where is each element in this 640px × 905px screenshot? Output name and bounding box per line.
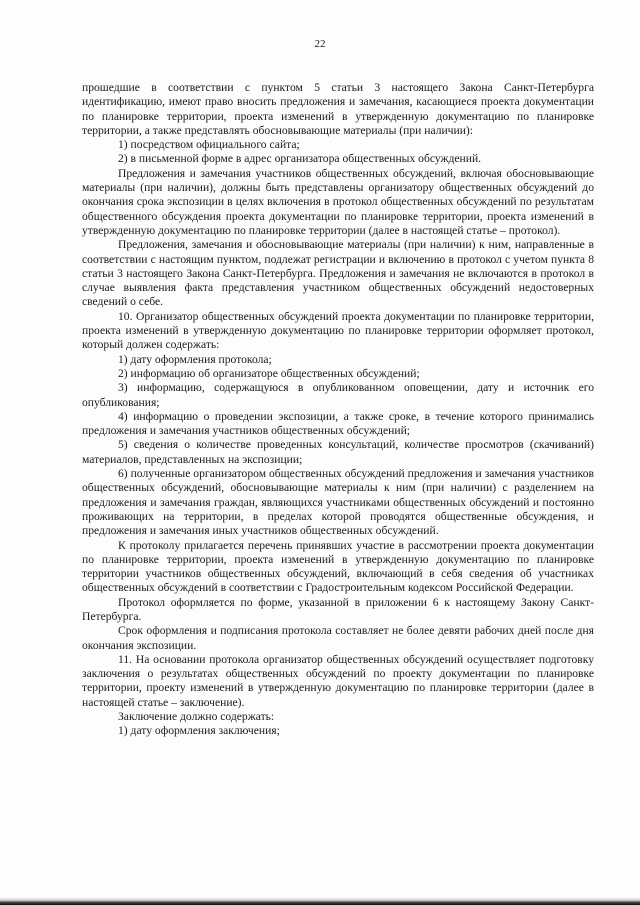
paragraph: Предложения и замечания участников общественных обсуждений, включая обосновывающие материалы (при наличии), должны быть представлены организатору общественных обсуждений до окончания срока экспозиции в целях включения в протокол общественных обсуждений по результатам общественного обсуждения проекта документации по планировке территории, проекта изменений в утвержденную документацию по планировке территории (далее в настоящей статье – протокол). xyxy=(82,166,594,237)
paragraph-section-11: 11. На основании протокола организатор общественных обсуждений осуществляет подготовку заключения о результатах общественных обсуждений по проекту документации по планировке территории, проекту изменений в утвержденную документацию по планировке территории (далее в настоящей статье – заключение). xyxy=(82,652,594,709)
list-item: 1) посредством официального сайта; xyxy=(118,138,300,152)
list-item: 2) информацию об организаторе общественных обсуждений; xyxy=(118,366,420,380)
paragraph: К протоколу прилагается перечень принявших участие в рассмотрении проекта документации по планировке территории, проекта изменений в утвержденную документацию по планировке территории участников общественных обсуждений, включающий в себя сведения об участниках общественных обсуждений в соответствии с Градостроительным кодексом Российской Федерации. xyxy=(82,538,594,595)
document-body xyxy=(82,81,594,739)
paragraph-continuation: прошедшие в соответствии с пунктом 5 статьи 3 настоящего Закона Санкт-Петербурга идентификацию, имеют право вносить предложения и замечания, касающиеся проекта документации по планировке территории, проекта изменений в утвержденную документацию по планировке территории, а также представлять обосновывающие материалы (при наличии): xyxy=(82,81,594,137)
paragraph: Срок оформления и подписания протокола составляет не более девяти рабочих дней после дня окончания экспозиции. xyxy=(82,624,594,652)
scan-edge-shadow xyxy=(0,897,640,905)
paragraph: Протокол оформляется по форме, указанной в приложении 6 к настоящему Закону Санкт-Петербурга. xyxy=(82,595,594,623)
list-item: Заключение должно содержать: xyxy=(118,710,275,724)
list-item: 6) полученные организатором общественных обсуждений предложения и замечания участников общественных обсуждений, обосновывающие материалы к ним (при наличии) с разделением на предложения и замечания граждан, являющихся участниками общественных обсуждений и постоянно проживающих на территории, в пределах которой проводятся общественные обсуждения, и предложения и замечания иных участников общественных обсуждений. xyxy=(82,467,594,538)
list-item: 1) дату оформления протокола; xyxy=(118,352,272,366)
paragraph: Предложения, замечания и обосновывающие материалы (при наличии) к ним, направленные в соответствии с настоящим пунктом, подлежат регистрации и включению в протокол с учетом пункта 8 статьи 3 настоящего Закона Санкт-Петербурга. Предложения и замечания не включаются в протокол в случае выявления факта представления участником общественных обсуждений недостоверных сведений о себе. xyxy=(82,238,594,309)
page-number: 22 xyxy=(314,38,326,50)
list-item: 5) сведения о количестве проведенных консультаций, количестве просмотров (скачиваний) материалов, представленных на экспозиции; xyxy=(82,438,594,466)
list-item: 3) информацию, содержащуюся в опубликованном оповещении, дату и источник его опубликования; xyxy=(82,381,594,409)
list-item: 2) в письменной форме в адрес организатора общественных обсуждений. xyxy=(118,152,482,166)
list-item: 4) информацию о проведении экспозиции, а также сроке, в течение которого принимались предложения и замечания участников общественных обсуждений; xyxy=(82,409,594,438)
paragraph-section-10: 10. Организатор общественных обсуждений проекта документации по планировке территории, проекта изменений в утвержденную документацию по планировке территории оформляет протокол, который должен содержать: xyxy=(82,309,594,352)
list-item: 1) дату оформления заключения; xyxy=(118,724,280,738)
